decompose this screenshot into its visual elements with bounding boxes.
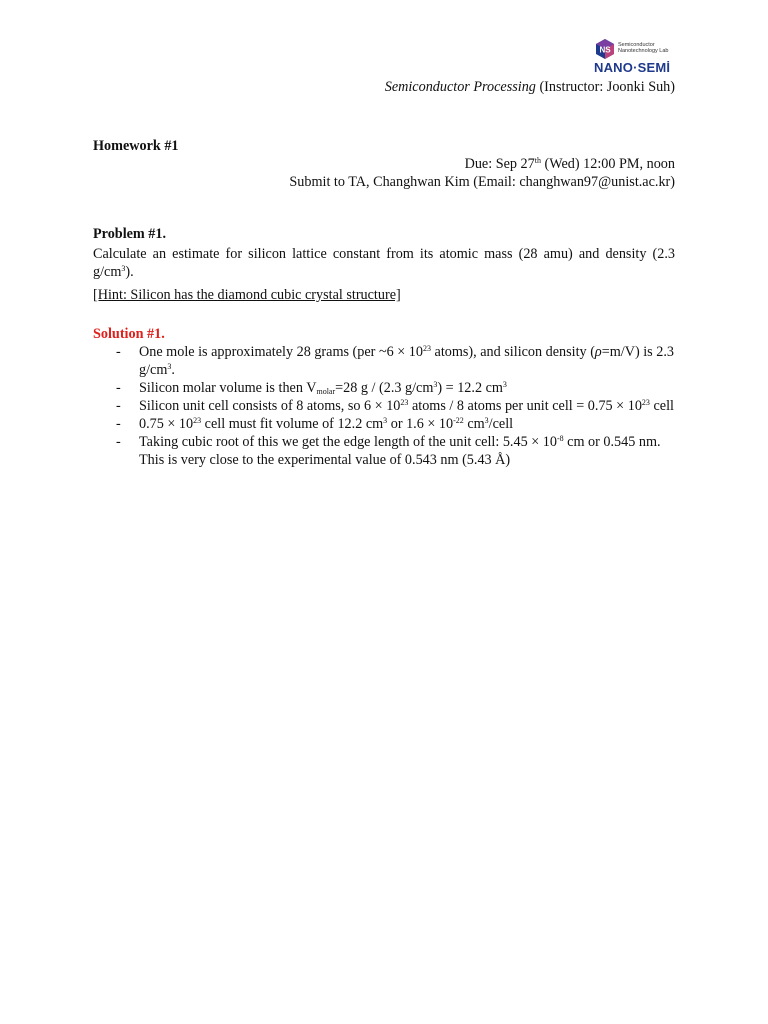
course-header bbox=[385, 78, 675, 96]
problem-sup: 3 bbox=[121, 264, 126, 273]
course-name: Semiconductor Processing bbox=[384, 79, 536, 95]
due-sup: th bbox=[534, 156, 541, 165]
problem-text-a: Calculate an estimate for silicon lattice constant from its atomic mass (28 amu) and density (2.3 g/cm bbox=[93, 246, 675, 280]
problem-hint: [Hint: Silicon has the diamond cubic crystal structure] bbox=[93, 287, 401, 303]
problem-title: Problem #1. bbox=[93, 226, 167, 242]
solution-item: - $0.75 \times 10^{23}$ cell must fit volume of 12.2 $cm^3$ or $1.6 \times 10^{-22}$ $cm^3$/cell bbox=[116, 416, 514, 432]
bullet-dash: - bbox=[116, 380, 121, 396]
solution-item: - Silicon molar volume is then $V_{molar}=28$ g / (2.3 $g/cm^3) = 12.2$ $cm^3$ bbox=[116, 380, 507, 396]
solution-item: - Taking cubic root of this we get the edge length of the unit cell: $5.45 \times 10^{-8}$ cm or 0.545 nm. This is very close to the experimental value of 0.543 nm (5.43 Å) bbox=[116, 434, 661, 468]
bullet-dash: - bbox=[116, 434, 121, 450]
problem-text-b: ). bbox=[125, 264, 134, 280]
submit-info: Submit to TA, Changhwan Kim (Email: changhwan97@unist.ac.kr) bbox=[289, 174, 675, 190]
due-prefix: Due: Sep 27 bbox=[464, 156, 535, 172]
lab-logo-icon bbox=[594, 38, 616, 60]
bullet-dash: - bbox=[116, 398, 121, 414]
logo-sub-line1: Semiconductor bbox=[618, 42, 655, 48]
instructor: (Instructor: Joonki Suh) bbox=[539, 79, 675, 95]
logo-mark-letters: NS bbox=[599, 45, 611, 55]
homework-title: Homework #1 bbox=[93, 138, 179, 154]
due-date bbox=[465, 155, 675, 173]
solution-list bbox=[93, 343, 675, 469]
bullet-dash: - bbox=[116, 416, 121, 432]
logo-sub-line2: Nanotechnology Lab bbox=[618, 48, 669, 54]
logo-wordmark: NANO·SEMİ bbox=[594, 60, 671, 75]
bullet-dash: - bbox=[116, 344, 121, 360]
nano-semi-logo bbox=[594, 37, 684, 81]
due-suffix: (Wed) 12:00 PM, noon bbox=[540, 156, 675, 172]
logo-subtitle bbox=[618, 42, 668, 54]
solution-item: - One mole is approximately 28 grams (per ~6 × $10^{23}$ atoms), and silicon density (ρ=m/V) is 2.3 $g/cm^3$. bbox=[116, 344, 674, 378]
solution-item: - Silicon unit cell consists of 8 atoms, so $6 \times 10^{23}$ atoms / 8 atoms per unit cell = $0.75 \times 10^{23}$ cell bbox=[116, 398, 674, 414]
solution-title: Solution #1. bbox=[93, 326, 165, 342]
problem-text bbox=[93, 245, 675, 281]
